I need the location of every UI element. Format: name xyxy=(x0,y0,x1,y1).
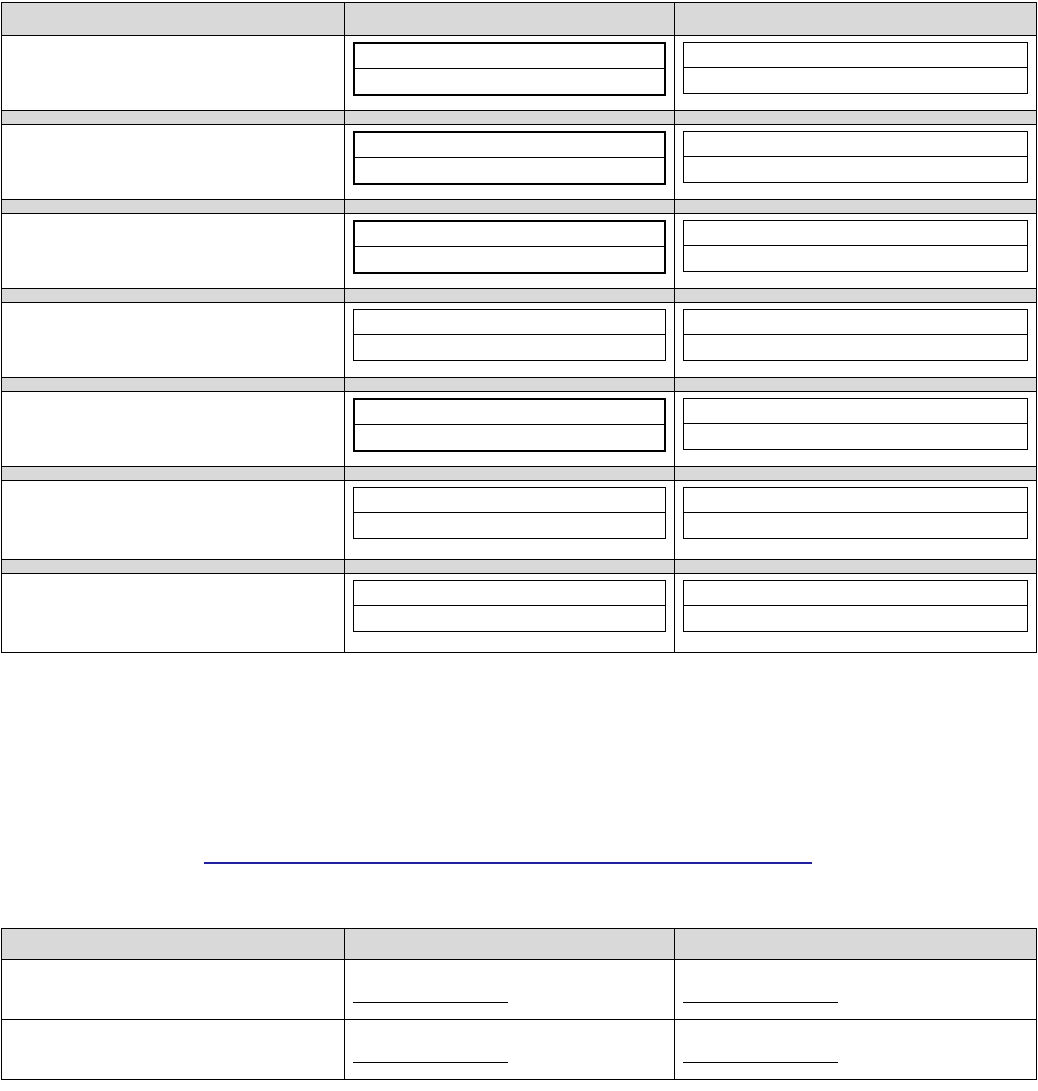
middle-box-line-2[interactable] xyxy=(355,69,664,94)
spacer-cell-right xyxy=(675,378,1037,392)
bottom-header-cell-right xyxy=(675,929,1037,960)
middle-box-group xyxy=(353,398,666,452)
row-middle-cell xyxy=(345,303,675,378)
bottom-table-header-row xyxy=(2,929,1037,960)
bottom-row-middle-cell xyxy=(345,960,675,1020)
right-box-line-1[interactable] xyxy=(684,132,1027,157)
spacer-cell-right xyxy=(675,560,1037,574)
row-right-cell xyxy=(675,125,1037,200)
table-row xyxy=(2,36,1037,111)
right-box-line-1[interactable] xyxy=(684,488,1027,513)
spacer-cell-middle xyxy=(345,111,675,125)
right-box-group xyxy=(683,42,1028,94)
right-box-line-1[interactable] xyxy=(684,43,1027,68)
header-cell-right xyxy=(675,3,1037,36)
spacer-cell-middle xyxy=(345,467,675,481)
bottom-table xyxy=(1,928,1037,1080)
middle-box-group xyxy=(353,220,666,274)
right-box-line-2[interactable] xyxy=(684,424,1027,449)
middle-box-line-1[interactable] xyxy=(355,222,664,247)
bottom-row-right-cell xyxy=(675,960,1037,1020)
right-box-line-2[interactable] xyxy=(684,157,1027,182)
row-left-cell xyxy=(2,125,345,200)
main-table xyxy=(1,2,1037,653)
spacer-cell-right xyxy=(675,467,1037,481)
row-right-cell xyxy=(675,574,1037,653)
spacer-cell-left xyxy=(2,378,345,392)
row-left-cell xyxy=(2,303,345,378)
table-spacer-row xyxy=(2,289,1037,303)
middle-box-line-1[interactable] xyxy=(354,310,665,335)
bottom-header-label-right xyxy=(675,929,1036,943)
middle-box-line-1[interactable] xyxy=(355,133,664,158)
row-middle-cell xyxy=(345,574,675,653)
bottom-header-label-middle xyxy=(345,929,674,943)
row-middle-cell xyxy=(345,125,675,200)
row-left-cell xyxy=(2,481,345,560)
bottom-row-right-field[interactable] xyxy=(683,988,838,1003)
middle-box-line-1[interactable] xyxy=(354,581,665,606)
row-middle-cell xyxy=(345,481,675,560)
bottom-row-left-cell xyxy=(2,1020,345,1080)
bottom-row-left-cell xyxy=(2,960,345,1020)
row-left-cell xyxy=(2,392,345,467)
right-box-group xyxy=(683,580,1028,632)
bottom-header-cell-left xyxy=(2,929,345,960)
bottom-row-middle-field[interactable] xyxy=(353,1048,508,1063)
row-right-cell xyxy=(675,303,1037,378)
header-label-right xyxy=(675,3,1036,17)
bottom-header-label-left xyxy=(2,929,344,943)
middle-box-group xyxy=(353,131,666,185)
spacer-cell-right xyxy=(675,289,1037,303)
table-row xyxy=(2,303,1037,378)
right-box-group xyxy=(683,220,1028,272)
spacer-cell-middle xyxy=(345,560,675,574)
middle-box-line-2[interactable] xyxy=(355,247,664,272)
right-box-line-1[interactable] xyxy=(684,399,1027,424)
row-left-cell xyxy=(2,36,345,111)
bottom-row-right-cell xyxy=(675,1020,1037,1080)
bottom-row-right-field[interactable] xyxy=(683,1048,838,1063)
bottom-row-middle-field[interactable] xyxy=(353,988,508,1003)
table-row xyxy=(2,125,1037,200)
middle-box-group xyxy=(353,487,666,539)
bottom-row-middle-cell xyxy=(345,1020,675,1080)
spacer-cell-right xyxy=(675,111,1037,125)
table-row xyxy=(2,392,1037,467)
middle-box-group xyxy=(353,580,666,632)
table-spacer-row xyxy=(2,467,1037,481)
table-spacer-row xyxy=(2,200,1037,214)
middle-box-line-2[interactable] xyxy=(355,425,664,450)
right-box-line-2[interactable] xyxy=(684,335,1027,360)
table-row xyxy=(2,214,1037,289)
right-box-group xyxy=(683,487,1028,539)
row-middle-cell xyxy=(345,392,675,467)
right-box-line-2[interactable] xyxy=(684,513,1027,538)
row-right-cell xyxy=(675,36,1037,111)
right-box-line-1[interactable] xyxy=(684,221,1027,246)
middle-box-line-2[interactable] xyxy=(355,158,664,183)
right-box-line-1[interactable] xyxy=(684,581,1027,606)
row-right-cell xyxy=(675,481,1037,560)
bottom-table-row xyxy=(2,960,1037,1020)
table-spacer-row xyxy=(2,111,1037,125)
row-middle-cell xyxy=(345,36,675,111)
row-left-cell xyxy=(2,574,345,653)
spacer-cell-middle xyxy=(345,200,675,214)
middle-box-line-1[interactable] xyxy=(355,400,664,425)
spacer-cell-left xyxy=(2,111,345,125)
row-left-cell xyxy=(2,214,345,289)
middle-box-line-2[interactable] xyxy=(354,513,665,538)
row-right-cell xyxy=(675,392,1037,467)
external-link-underline xyxy=(204,862,812,864)
table-spacer-row xyxy=(2,378,1037,392)
right-box-line-2[interactable] xyxy=(684,68,1027,93)
spacer-cell-left xyxy=(2,467,345,481)
row-right-cell xyxy=(675,214,1037,289)
right-box-group xyxy=(683,131,1028,183)
middle-box-group xyxy=(353,309,666,361)
table-header-row xyxy=(2,3,1037,36)
header-label-middle xyxy=(345,3,674,17)
middle-box-line-1[interactable] xyxy=(355,44,664,69)
table-row xyxy=(2,574,1037,653)
spacer-cell-middle xyxy=(345,289,675,303)
spacer-cell-left xyxy=(2,560,345,574)
table-spacer-row xyxy=(2,560,1037,574)
right-box-group xyxy=(683,309,1028,361)
spacer-cell-left xyxy=(2,289,345,303)
middle-box-line-1[interactable] xyxy=(354,488,665,513)
bottom-header-cell-middle xyxy=(345,929,675,960)
middle-box-group xyxy=(353,42,666,96)
middle-box-line-2[interactable] xyxy=(354,606,665,631)
spacer-cell-middle xyxy=(345,378,675,392)
right-box-line-1[interactable] xyxy=(684,310,1027,335)
right-box-group xyxy=(683,398,1028,450)
row-middle-cell xyxy=(345,214,675,289)
middle-box-line-2[interactable] xyxy=(354,335,665,360)
header-cell-left xyxy=(2,3,345,36)
spacer-cell-left xyxy=(2,200,345,214)
bottom-table-row xyxy=(2,1020,1037,1080)
table-row xyxy=(2,481,1037,560)
header-label-left xyxy=(2,3,344,17)
spacer-cell-right xyxy=(675,200,1037,214)
right-box-line-2[interactable] xyxy=(684,246,1027,271)
right-box-line-2[interactable] xyxy=(684,606,1027,631)
header-cell-middle xyxy=(345,3,675,36)
